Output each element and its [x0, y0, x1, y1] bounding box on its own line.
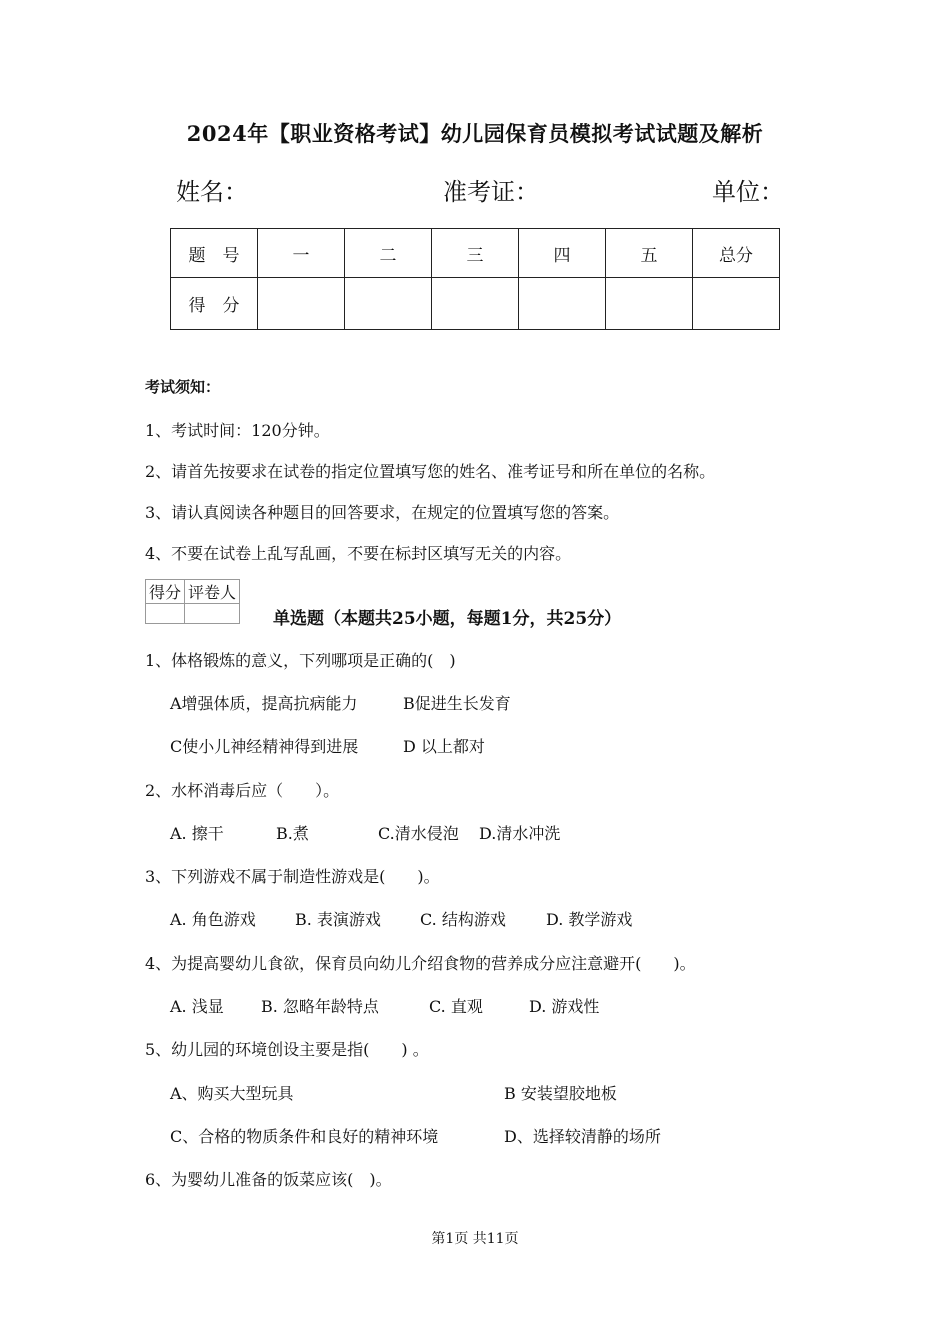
- grader-score-cell[interactable]: [146, 604, 185, 624]
- notice-heading: 考试须知：: [145, 378, 221, 396]
- option-3b: B. 表演游戏: [295, 910, 381, 929]
- name-label: 姓名：: [176, 178, 248, 206]
- table-cell: 题 号: [171, 229, 258, 278]
- table-cell: 总分: [693, 229, 780, 278]
- question-2: 2、水杯消毒后应（ ）。: [145, 781, 340, 800]
- option-3d: D. 教学游戏: [546, 910, 633, 929]
- grader-box: [145, 579, 240, 624]
- score-input-cell[interactable]: [519, 278, 606, 330]
- grader-name-label: 评卷人: [185, 580, 240, 604]
- table-cell: 三: [432, 229, 519, 278]
- option-5a: A、购买大型玩具: [170, 1084, 294, 1103]
- option-4a: A. 浅显: [170, 997, 224, 1016]
- option-5d: D、选择较清静的场所: [504, 1127, 661, 1146]
- score-table: [170, 228, 780, 330]
- option-1a: A增强体质，提高抗病能力: [170, 694, 358, 713]
- score-input-cell[interactable]: [258, 278, 345, 330]
- notice-item: 1、考试时间：120分钟。: [145, 421, 330, 440]
- table-cell: 四: [519, 229, 606, 278]
- grader-score-label: 得分: [146, 580, 185, 604]
- option-1d: D 以上都对: [403, 737, 485, 756]
- option-5c: C、合格的物质条件和良好的精神环境: [170, 1127, 439, 1146]
- section-title: 单选题（本题共25小题，每题1分，共25分）: [273, 609, 622, 629]
- score-input-cell[interactable]: [606, 278, 693, 330]
- option-1c: C使小儿神经精神得到进展: [170, 737, 359, 756]
- grader-name-cell[interactable]: [185, 604, 240, 624]
- page-footer: 第1页 共11页: [431, 1231, 519, 1247]
- option-2b: B.煮: [276, 824, 309, 843]
- option-4b: B. 忽略年龄特点: [261, 997, 379, 1016]
- option-2c: C.清水侵泡: [378, 824, 459, 843]
- score-input-cell[interactable]: [693, 278, 780, 330]
- option-3c: C. 结构游戏: [420, 910, 506, 929]
- option-4d: D. 游戏性: [529, 997, 600, 1016]
- option-2a: A. 擦干: [170, 824, 224, 843]
- table-cell: 二: [345, 229, 432, 278]
- question-5: 5、幼儿园的环境创设主要是指( ) 。: [145, 1040, 429, 1059]
- score-input-cell[interactable]: [345, 278, 432, 330]
- score-table-header-row: [171, 229, 780, 278]
- score-table-score-row: [171, 278, 780, 330]
- notice-item: 4、不要在试卷上乱写乱画，不要在标封区填写无关的内容。: [145, 544, 572, 563]
- table-cell: 得 分: [171, 278, 258, 330]
- table-cell: 一: [258, 229, 345, 278]
- unit-label: 单位：: [712, 178, 784, 206]
- option-4c: C. 直观: [429, 997, 483, 1016]
- option-2d: D.清水冲洗: [479, 824, 561, 843]
- question-3: 3、下列游戏不属于制造性游戏是( )。: [145, 867, 440, 886]
- question-4: 4、为提高婴幼儿食欲，保育员向幼儿介绍食物的营养成分应注意避开( )。: [145, 954, 696, 973]
- score-input-cell[interactable]: [432, 278, 519, 330]
- exam-title: 2024年【职业资格考试】幼儿园保育员模拟考试试题及解析: [186, 121, 764, 146]
- table-cell: 五: [606, 229, 693, 278]
- notice-item: 2、请首先按要求在试卷的指定位置填写您的姓名、准考证号和所在单位的名称。: [145, 462, 716, 481]
- option-3a: A. 角色游戏: [170, 910, 256, 929]
- question-1: 1、体格锻炼的意义，下列哪项是正确的( ): [145, 651, 456, 670]
- option-5b: B 安装望胶地板: [504, 1084, 617, 1103]
- exam-id-label: 准考证：: [443, 178, 539, 206]
- question-6: 6、为婴幼儿准备的饭菜应该( )。: [145, 1170, 392, 1189]
- option-1b: B促进生长发育: [403, 694, 511, 713]
- notice-item: 3、请认真阅读各种题目的回答要求，在规定的位置填写您的答案。: [145, 503, 620, 522]
